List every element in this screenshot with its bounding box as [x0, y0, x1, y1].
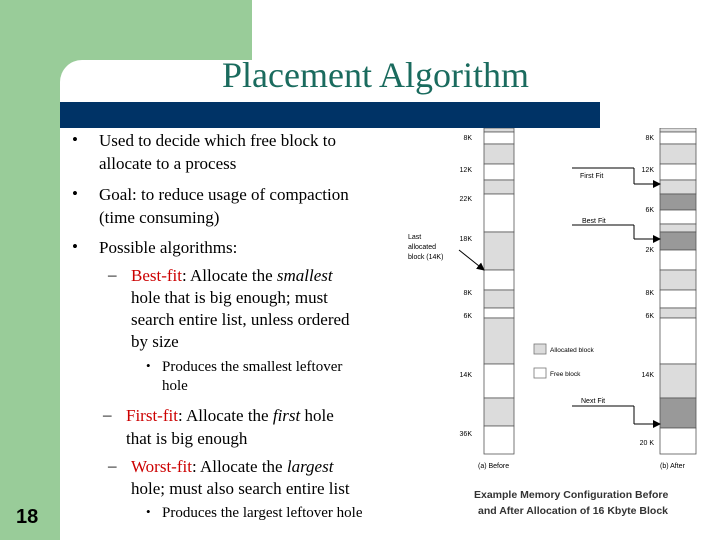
- worst-fit-emphasis: largest: [286, 457, 334, 476]
- before-size-label: 14K: [459, 372, 472, 379]
- before-memory-segment: [484, 132, 514, 144]
- after-memory-segment: [660, 232, 696, 250]
- caption-after: (b) After: [660, 463, 685, 470]
- before-memory-segment: [484, 144, 514, 164]
- after-memory-segment: [660, 318, 696, 364]
- after-size-labels: [640, 135, 655, 447]
- before-memory-segment: [484, 318, 514, 364]
- before-size-label: 8K: [463, 135, 472, 142]
- dash-marker: –: [103, 405, 112, 424]
- before-memory-segment: [484, 164, 514, 180]
- bullet-2-line-1: Goal: to reduce usage of compaction: [99, 185, 349, 204]
- next-fit-label: Next Fit: [581, 398, 606, 405]
- before-memory-segment: [484, 194, 514, 232]
- before-memory-segment: [484, 290, 514, 308]
- best-fit-name: Best-fit: [131, 266, 182, 285]
- best-fit-line-1: [131, 265, 333, 287]
- bullet-dot: •: [72, 237, 78, 256]
- before-memory-segment: [484, 128, 514, 132]
- after-memory-segment: [660, 128, 696, 132]
- before-memory-segment: [484, 232, 514, 270]
- before-memory-segment: [484, 270, 514, 290]
- after-memory-segment: [660, 132, 696, 144]
- after-size-label: 20 K: [639, 440, 654, 447]
- after-memory-segment: [660, 224, 696, 232]
- before-size-label: 12K: [459, 167, 472, 174]
- worst-fit-line-2: hole; must also search entire list: [131, 479, 350, 498]
- caption-before: (a) Before: [478, 463, 510, 470]
- bullet-dot: •: [72, 184, 78, 203]
- slide-title: Placement Algorithm: [222, 55, 529, 95]
- after-memory-segment: [660, 250, 696, 270]
- after-size-label: 2K: [645, 247, 654, 254]
- best-fit-text: : Allocate the: [182, 266, 277, 285]
- best-fit-line-3: search entire list, unless ordered: [131, 310, 350, 329]
- before-memory-segment: [484, 308, 514, 318]
- bullet-1-line-2: allocate to a process: [99, 154, 237, 173]
- worst-fit-line-1: [131, 456, 333, 478]
- after-size-label: 6K: [645, 207, 654, 214]
- after-size-label: 12K: [641, 167, 654, 174]
- slide-number: 18: [16, 506, 39, 528]
- first-fit-text: : Allocate the: [177, 406, 273, 425]
- worst-fit-sub-line-1: Produces the largest leftover hole: [162, 505, 363, 521]
- last-allocated-arrow: [459, 250, 484, 270]
- after-memory-segment: [660, 194, 696, 210]
- after-memory-segment: [660, 270, 696, 290]
- before-size-label: 36K: [459, 431, 472, 438]
- after-memory-segment: [660, 164, 696, 180]
- bullet-dot: •: [146, 504, 151, 519]
- worst-fit-name: Worst-fit: [131, 457, 192, 476]
- diagram-caption-line-1: Example Memory Configuration Before: [474, 489, 669, 501]
- best-fit-sub-line-1: Produces the smallest leftover: [162, 359, 343, 375]
- bullet-3-line-1: Possible algorithms:: [99, 238, 238, 257]
- diagram-caption-line-2: and After Allocation of 16 Kbyte Block: [478, 505, 668, 517]
- before-size-label: 8K: [463, 290, 472, 297]
- best-fit-line-2: hole that is big enough; must: [131, 288, 328, 307]
- first-fit-name: First-fit: [126, 406, 178, 425]
- before-memory-column: [484, 128, 514, 454]
- after-memory-segment: [660, 290, 696, 308]
- before-size-label: 6K: [463, 313, 472, 320]
- last-allocated-label-1: Last: [408, 234, 422, 241]
- bullet-dot: •: [72, 130, 78, 149]
- after-memory-column: [660, 128, 696, 454]
- legend-allocated-swatch: [534, 344, 546, 354]
- title-underline-bar: [60, 102, 600, 128]
- first-fit-text-post: hole: [300, 406, 334, 425]
- memory-configuration-diagram: [404, 128, 704, 524]
- after-memory-segment: [660, 210, 696, 224]
- after-memory-segment: [660, 364, 696, 398]
- before-size-label: 18K: [459, 236, 472, 243]
- before-memory-segment: [484, 426, 514, 454]
- dash-marker: –: [108, 456, 117, 475]
- after-size-label: 8K: [645, 135, 654, 142]
- first-fit-line-2: that is big enough: [126, 429, 248, 448]
- bullet-1-line-1: Used to decide which free block to: [99, 131, 336, 150]
- before-memory-segment: [484, 180, 514, 194]
- bullet-dot: •: [146, 358, 151, 373]
- first-fit-label: First Fit: [580, 173, 604, 180]
- last-allocated-label-2: allocated: [408, 244, 437, 251]
- dash-marker: –: [108, 265, 117, 284]
- before-size-label: 22K: [459, 196, 472, 203]
- after-memory-segment: [660, 180, 696, 194]
- after-memory-segment: [660, 398, 696, 428]
- legend-free-label: Free block: [550, 371, 581, 378]
- after-memory-segment: [660, 144, 696, 164]
- best-fit-line-4: by size: [131, 332, 179, 351]
- first-fit-emphasis: first: [272, 406, 301, 425]
- after-memory-segment: [660, 428, 696, 454]
- legend-free-swatch: [534, 368, 546, 378]
- last-allocated-label-3: block (14K): [408, 254, 444, 261]
- after-size-label: 14K: [641, 372, 654, 379]
- best-fit-emphasis: smallest: [276, 266, 333, 285]
- after-memory-segment: [660, 308, 696, 318]
- worst-fit-text: : Allocate the: [191, 457, 287, 476]
- best-fit-label: Best Fit: [582, 218, 606, 225]
- before-memory-segment: [484, 364, 514, 398]
- before-memory-segment: [484, 398, 514, 426]
- bullet-2-line-2: (time consuming): [99, 208, 220, 227]
- first-fit-line-1: [126, 405, 334, 427]
- best-fit-sub-line-2: hole: [162, 378, 188, 394]
- before-size-labels: [460, 135, 473, 438]
- after-size-label: 6K: [645, 313, 654, 320]
- after-size-label: 8K: [645, 290, 654, 297]
- legend-allocated-label: Allocated block: [550, 347, 594, 354]
